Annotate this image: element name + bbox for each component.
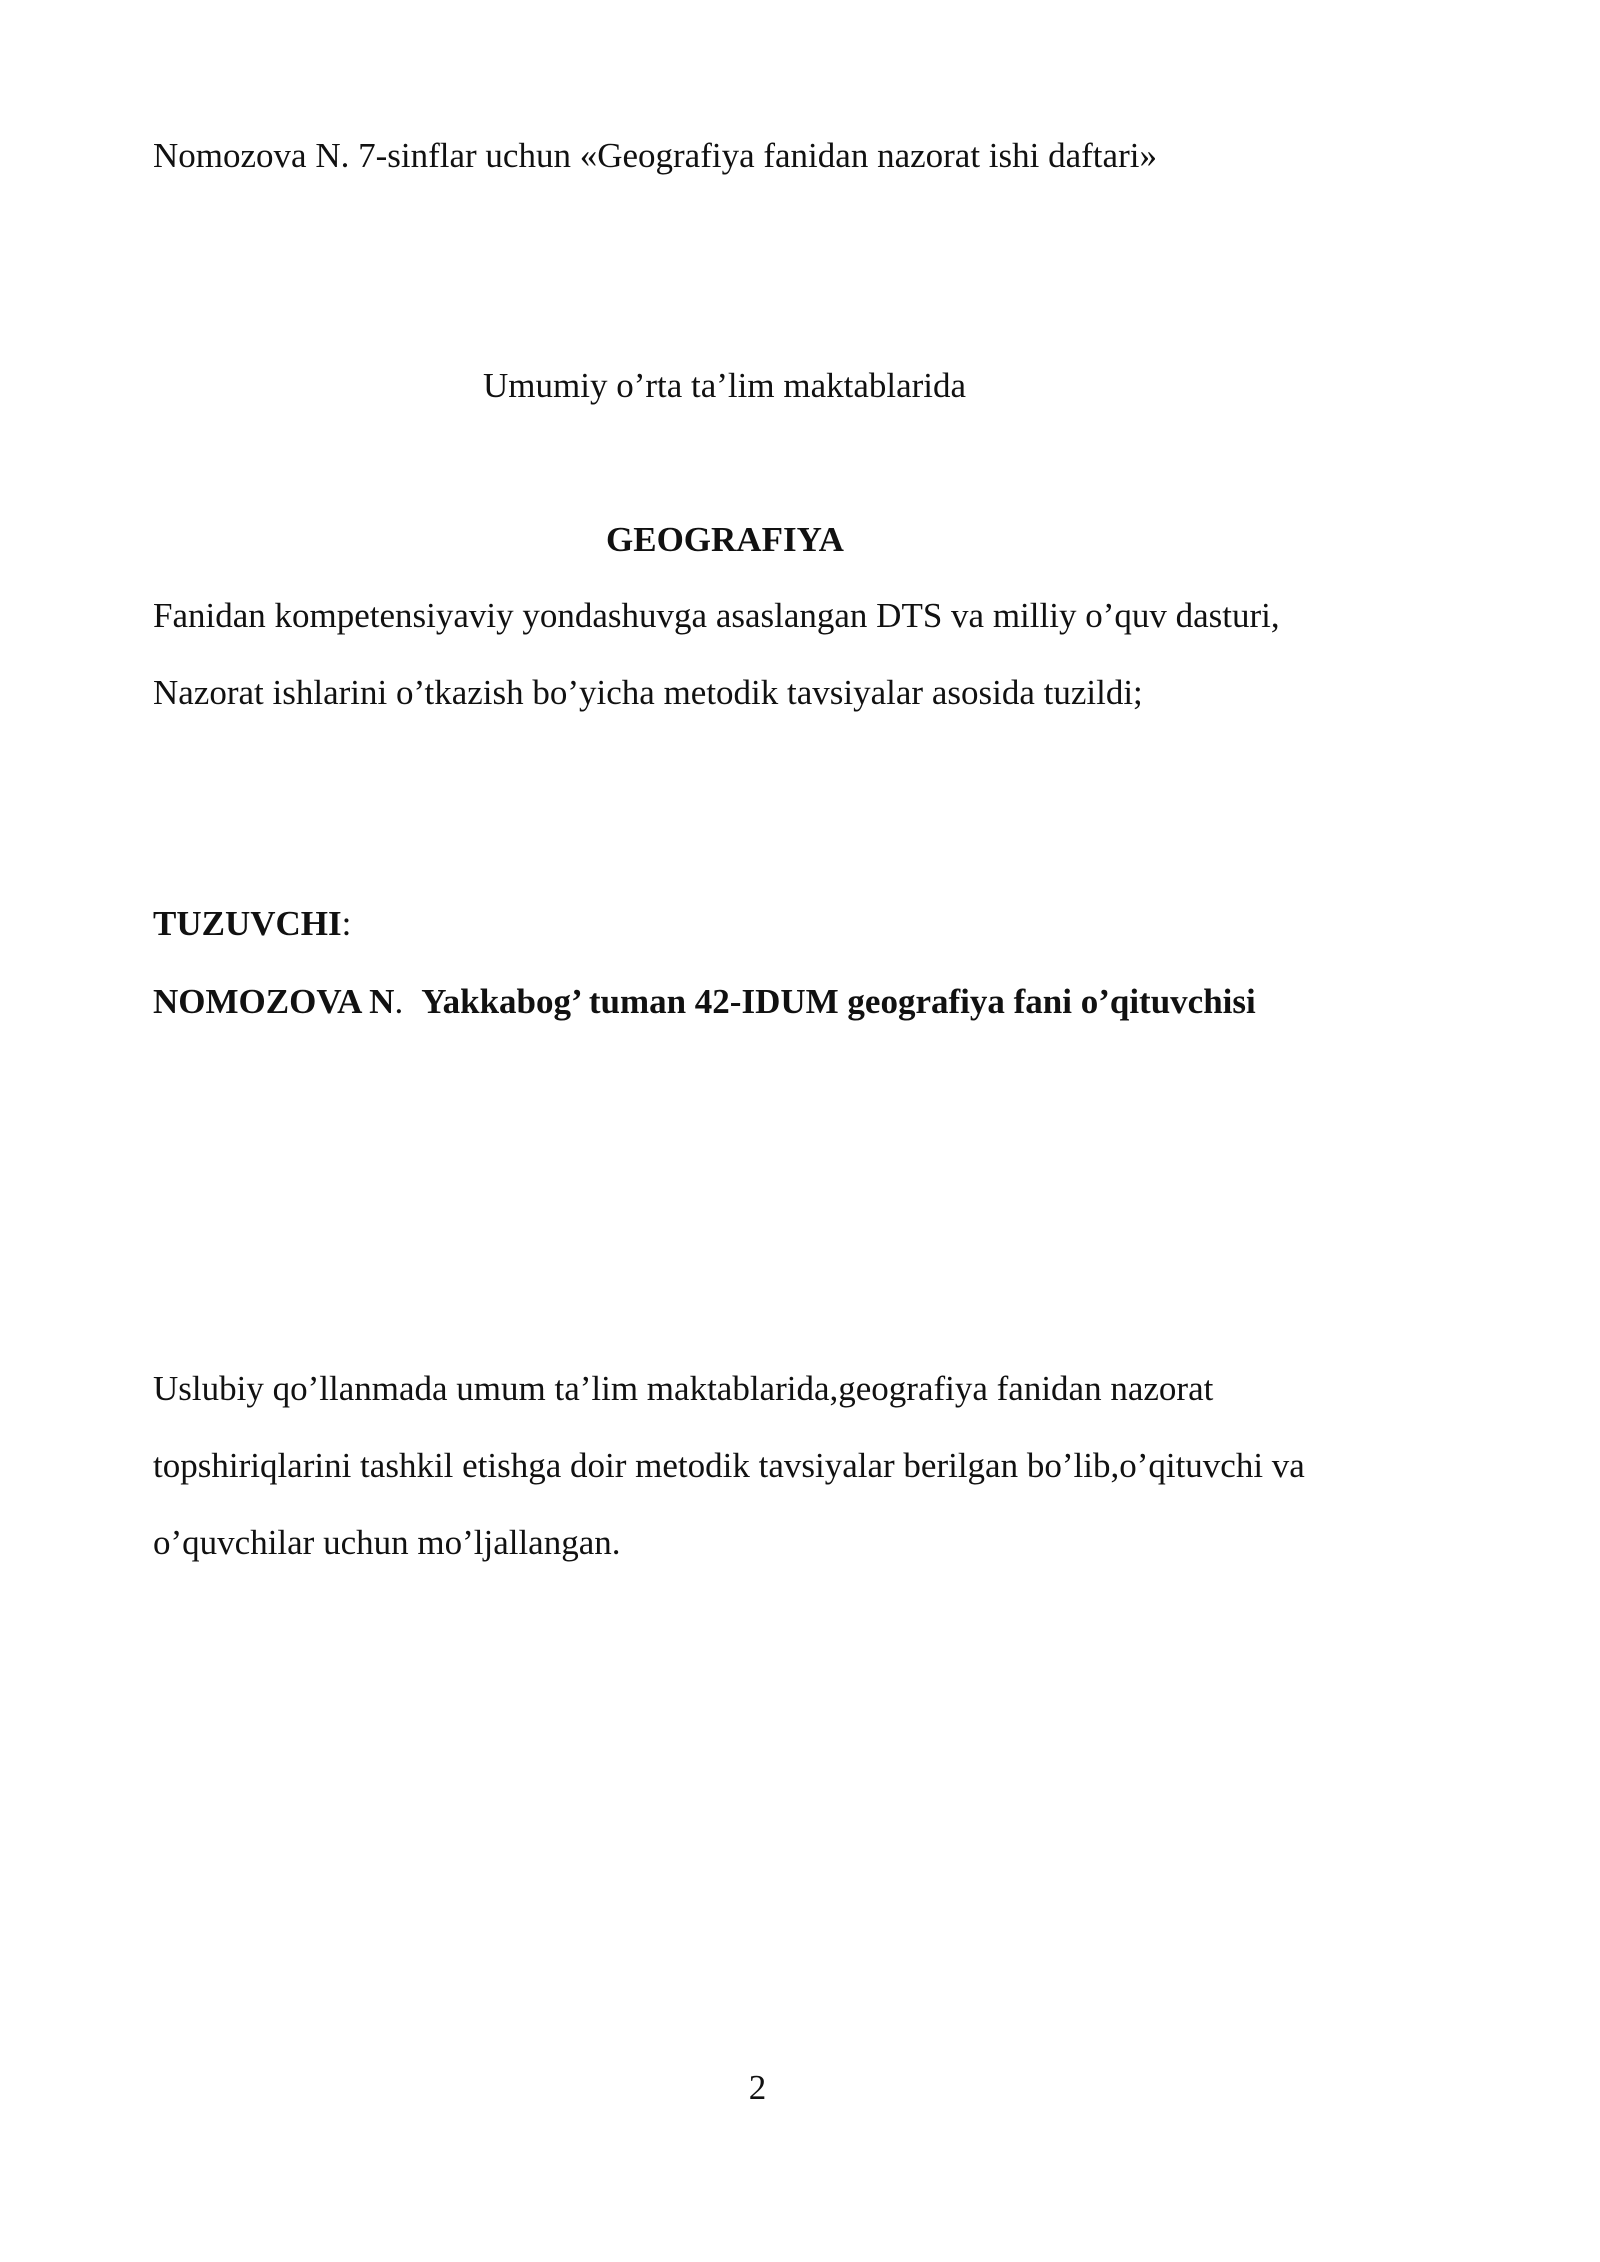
abstract-line-2: topshiriqlarini tashkil etishga doir metodik tavsiyalar berilgan bo’lib,o’qituvchi va bbox=[153, 1446, 1305, 1485]
compiler-name: NOMOZOVA N bbox=[153, 982, 395, 1021]
subtitle: Umumiy o’rta ta’lim maktablarida bbox=[483, 366, 967, 405]
subject-title: GEOGRAFIYA bbox=[606, 520, 844, 559]
compiler-name-period: . bbox=[394, 982, 404, 1021]
compiler-label: TUZUVCHI bbox=[153, 904, 342, 943]
abstract-line-1: Uslubiy qo’llanmada umum ta’lim maktablarida,geografiya fanidan nazorat bbox=[153, 1369, 1214, 1408]
description-line-1: Fanidan kompetensiyaviy yondashuvga asaslangan DTS va milliy o’quv dasturi, bbox=[153, 596, 1280, 635]
compiler-info-line bbox=[153, 980, 1256, 1024]
compiler-label-line bbox=[153, 902, 351, 946]
header-line: Nomozova N. 7-sinflar uchun «Geografiya fanidan nazorat ishi daftari» bbox=[153, 136, 1157, 175]
compiler-label-colon: : bbox=[341, 904, 352, 943]
abstract-line-3: o’quvchilar uchun mo’ljallangan. bbox=[153, 1523, 621, 1562]
description-line-2: Nazorat ishlarini o’tkazish bo’yicha metodik tavsiyalar asosida tuzildi; bbox=[153, 673, 1143, 712]
compiler-position: Yakkabog’ tuman 42-IDUM geografiya fani o’qituvchisi bbox=[421, 982, 1256, 1021]
page-number: 2 bbox=[748, 2068, 767, 2107]
